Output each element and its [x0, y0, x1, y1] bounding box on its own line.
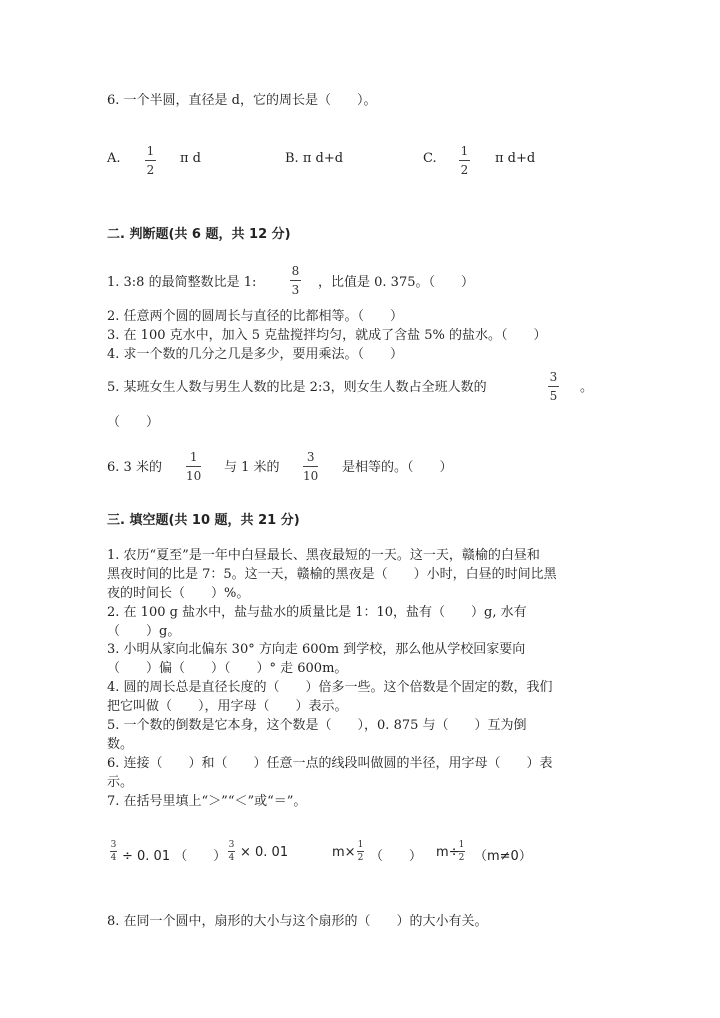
s3-q4-line1: 4. 圆的周长总是直径长度的（ ）倍多一些。这个倍数是个固定的数，我们	[107, 680, 553, 695]
s3-q8: 8. 在同一个圆中，扇形的大小与这个扇形的（ ）的大小有关。	[107, 914, 488, 929]
fraction-numerator: 3	[110, 840, 117, 850]
s2-q2: 2. 任意两个圆的圆周长与直径的比都相等。（ ）	[107, 309, 404, 324]
s3-q2-line2: （ ）g。	[107, 624, 181, 639]
fraction-denominator: 2	[357, 853, 364, 863]
q7-expr3-prefix: m×	[332, 845, 356, 860]
fraction-bar	[110, 851, 117, 852]
option-a-fraction	[145, 144, 156, 177]
fraction-denominator: 2	[146, 163, 155, 177]
fraction-denominator: 2	[460, 163, 469, 177]
fraction-bar	[145, 160, 156, 161]
section2-title: 二. 判断题(共 6 题，共 12 分)	[107, 227, 291, 242]
option-a-label: A.	[107, 151, 121, 166]
fraction-denominator: 4	[110, 853, 117, 863]
s2-q5-prefix: 5. 某班女生人数与男生人数的比是 2:3，则女生人数占全班人数的	[107, 380, 487, 395]
fraction-numerator: 1	[460, 144, 469, 158]
s3-q7: 7. 在括号里填上“＞”“＜”或“＝”。	[107, 794, 307, 809]
fraction-denominator: 5	[549, 389, 558, 403]
fraction-denominator: 4	[228, 853, 235, 863]
fraction-bar	[459, 160, 470, 161]
fraction-numerator: 8	[291, 264, 300, 278]
fraction-bar	[186, 466, 201, 467]
s2-q3: 3. 在 100 克水中，加入 5 克盐搅拌均匀，就成了含盐 5% 的盐水。（ ）	[107, 328, 547, 343]
fraction-denominator: 2	[458, 853, 465, 863]
s3-q4-line2: 把它叫做（ ），用字母（ ）表示。	[107, 699, 348, 714]
s3-q6-line1: 6. 连接（ ）和（ ）任意一点的线段叫做圆的半径，用字母（ ）表	[107, 756, 553, 771]
q7-expr3-fraction	[357, 840, 364, 863]
q7-expr4-prefix: m÷	[436, 845, 460, 860]
s2-q1-fraction	[290, 264, 301, 297]
q7-expr4-fraction	[458, 840, 465, 863]
fraction-bar	[548, 386, 559, 387]
s3-q1-line2: 黑夜时间的比是 7：5。这一天，赣榆的黑夜是（ ）小时，白昼的时间比黑	[107, 567, 557, 582]
option-c-text: π d+d	[495, 151, 536, 166]
fraction-numerator: 1	[357, 840, 364, 850]
q7-expr1-text: ÷ 0. 01 （ ）	[122, 849, 227, 864]
s2-q6-prefix: 6. 3 米的	[107, 460, 162, 475]
fraction-numerator: 1	[189, 450, 198, 464]
s2-q5-suffix: 。	[580, 380, 594, 395]
s2-q1-suffix: ，比值是 0. 375。（ ）	[318, 275, 474, 290]
s3-q1-line1: 1. 农历“夏至”是一年中白昼最长、黑夜最短的一天。这一天，赣榆的白昼和	[107, 548, 540, 563]
s2-q4: 4. 求一个数的几分之几是多少，要用乘法。（ ）	[107, 347, 404, 362]
fraction-numerator: 1	[458, 840, 465, 850]
fraction-bar	[228, 851, 235, 852]
q7-expr2-fraction	[228, 840, 235, 863]
fraction-bar	[357, 851, 364, 852]
q7-expr4-condition: （m≠0）	[474, 849, 532, 864]
s2-q6-fraction-2	[303, 450, 318, 483]
option-a-text: π d	[180, 151, 201, 166]
q7-expr2-text: × 0. 01	[240, 845, 289, 860]
s2-q6-fraction-1	[186, 450, 201, 483]
s3-q2-line1: 2. 在 100 g 盐水中，盐与盐水的质量比是 1：10，盐有（ ）g, 水有	[107, 605, 527, 620]
s3-q5-line2: 数。	[107, 737, 134, 752]
fraction-numerator: 3	[549, 370, 558, 384]
s2-q5-fraction	[548, 370, 559, 403]
s3-q3-line1: 3. 小明从家向北偏东 30° 方向走 600m 到学校，那么他从学校回家要向	[107, 642, 526, 657]
fraction-bar	[290, 280, 301, 281]
s3-q1-line3: 夜的时间长（ ）%。	[107, 586, 250, 601]
section3-title: 三. 填空题(共 10 题，共 21 分)	[107, 513, 300, 528]
fraction-denominator: 3	[291, 283, 300, 297]
s3-q3-line2: （ ）偏（ ）（ ）° 走 600m。	[107, 661, 348, 676]
fraction-bar	[303, 466, 318, 467]
s2-q1-prefix: 1. 3:8 的最简整数比是 1:	[107, 275, 257, 290]
fraction-numerator: 3	[228, 840, 235, 850]
q6-question: 6. 一个半圆，直径是 d，它的周长是（ ）。	[107, 93, 377, 108]
fraction-numerator: 3	[306, 450, 315, 464]
fraction-bar	[458, 851, 465, 852]
s2-q6-middle: 与 1 米的	[224, 460, 280, 475]
option-c-label: C.	[423, 151, 437, 166]
q7-expr3-blank: （ ）	[370, 849, 423, 864]
s2-q5-answer-paren: （ ）	[107, 415, 160, 430]
s3-q6-line2: 示。	[107, 775, 134, 790]
fraction-denominator: 10	[186, 469, 202, 483]
fraction-denominator: 10	[303, 469, 319, 483]
s2-q6-suffix: 是相等的。（ ）	[342, 460, 453, 475]
option-b: B. π d+d	[285, 151, 344, 166]
fraction-numerator: 1	[146, 144, 155, 158]
q7-expr1-fraction	[110, 840, 117, 863]
option-c-fraction	[459, 144, 470, 177]
s3-q5-line1: 5. 一个数的倒数是它本身，这个数是（ ），0. 875 与（ ）互为倒	[107, 718, 527, 733]
